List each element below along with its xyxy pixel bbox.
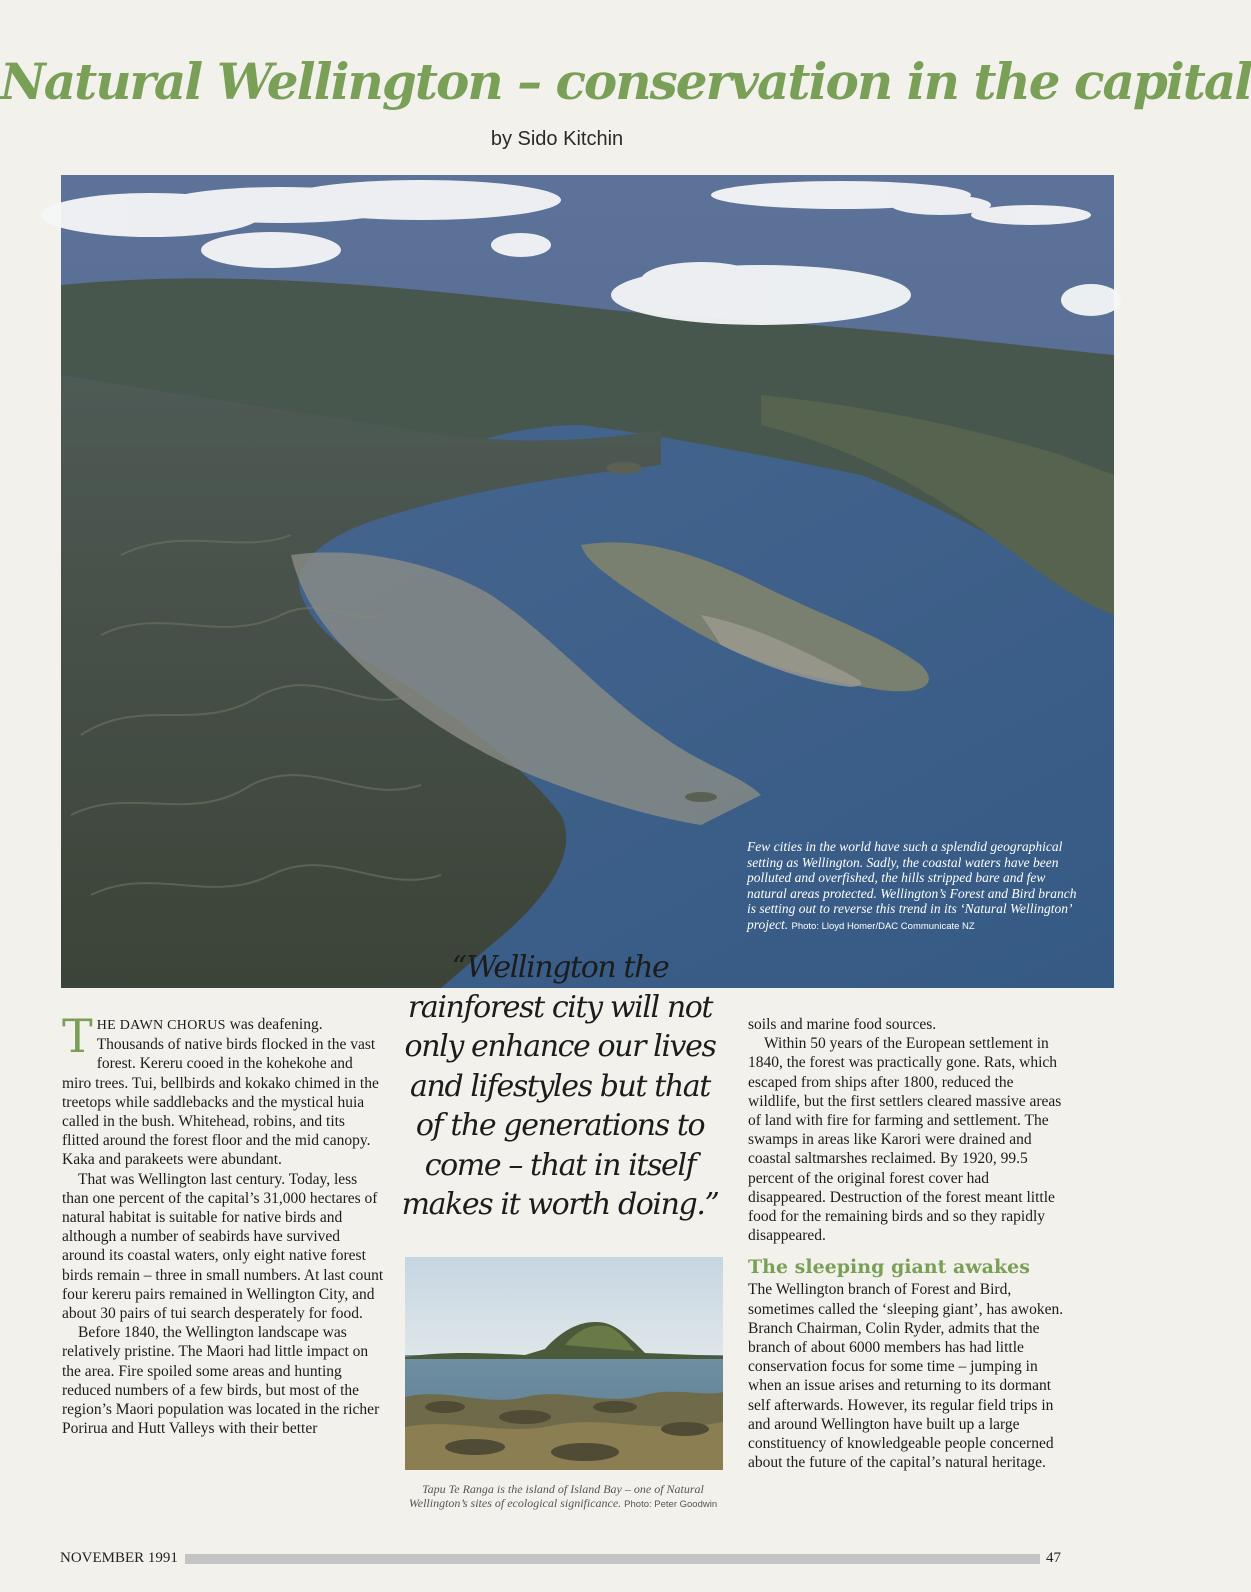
hero-caption-text: Few cities in the world have such a splendid geographical setting as Wellington. Sadly, the coastal waters have been polluted and overfished, the hills stripped bare and few natural areas protected. Wellington’s Forest and Bird branch is setting out to reverse this trend in its ‘Natural Wellington’ project. — [747, 839, 1077, 932]
section-subheading: The sleeping giant awakes — [748, 1256, 1030, 1279]
island-photo-caption — [402, 1482, 724, 1512]
paragraph-6: The Wellington branch of Forest and Bird, sometimes called the ‘sleeping giant’, has awoken. Branch Chairman, Colin Ryder, admits that the branch of about 6000 members has had little conservation focus for some time – jumping in when an issue arises and returning to its dormant self afterwards. However, its regular field trips in and around Wellington have built up a large constituency of knowledgeable people concerned about the future of the capital’s natural heritage. — [748, 1281, 1064, 1472]
footer-rule — [185, 1554, 1040, 1564]
article-title: Natural Wellington – conservation in the capital — [0, 52, 1251, 111]
paragraph-1-text: was deafening. Thousands of native birds flocked in the vast forest. Kereru cooed in the kohekohe and miro trees. Tui, bellbirds and kokako chimed in the treetops while saddlebacks and the mystical huia called in the bush. Whitehead, robins, and tits flitted around the forest floor and the mid canopy. Kaka and parakeets were abundant. — [62, 1016, 379, 1169]
paragraph-4: soils and marine food sources. — [748, 1016, 937, 1033]
island-photo — [405, 1257, 723, 1470]
hero-photo-credit: Photo: Lloyd Homer/DAC Communicate NZ — [791, 920, 975, 932]
aerial-photo — [61, 175, 1114, 988]
paragraph-3: Before 1840, the Wellington landscape was relatively pristine. The Maori had little impact on the area. Fire spoiled some areas and hunting reduced numbers of a few birds, but most of the region’s Maori population was located in the richer Porirua and Hutt Valleys with their better — [62, 1324, 380, 1438]
body-column-right — [748, 1015, 1068, 1472]
hero-photo-caption — [747, 839, 1087, 934]
page-number: 47 — [1046, 1550, 1061, 1566]
pull-quote: “Wellington the rainforest city will not only enhance our lives and lifestyles but that of the generations to come – that in itself makes it worth doing.” — [401, 950, 719, 1222]
island-caption-text: Tapu Te Ranga is the island of Island Bay – one of Natural Wellington’s sites of ecological significance. — [408, 1482, 704, 1510]
byline: by Sido Kitchin — [490, 128, 624, 150]
paragraph-5: Within 50 years of the European settlement in 1840, the forest was practically gone. Rats, which escaped from ships after 1800, reduced the wildlife, but the first settlers cleared massive areas of land with fire for farming and settlement. The swamps in areas like Karori were drained and coastal saltmarshes reclaimed. By 1920, 99.5 percent of the original forest cover had disappeared. Destruction of the forest meant little food for the remaining birds and so they rapidly disappeared. — [748, 1035, 1062, 1245]
body-column-left — [62, 1009, 384, 1438]
lead-caps: HE DAWN CHORUS — [96, 1018, 226, 1033]
island-photo-credit: Photo: Peter Goodwin — [624, 1499, 718, 1510]
paragraph-1 — [62, 1009, 384, 1170]
issue-date: NOVEMBER 1991 — [60, 1550, 178, 1566]
island-illustration — [405, 1257, 723, 1470]
drop-cap: T — [62, 1009, 93, 1063]
paragraph-2: That was Wellington last century. Today, less than one percent of the capital’s 31,000 hectares of natural habitat is suitable for native birds and although a number of seabirds have survived around its coastal waters, only eight native forest birds remain – three in small numbers. At last count four kereru pairs remained in Wellington City, and about 30 pairs of tui search desperately for food. — [62, 1170, 384, 1323]
